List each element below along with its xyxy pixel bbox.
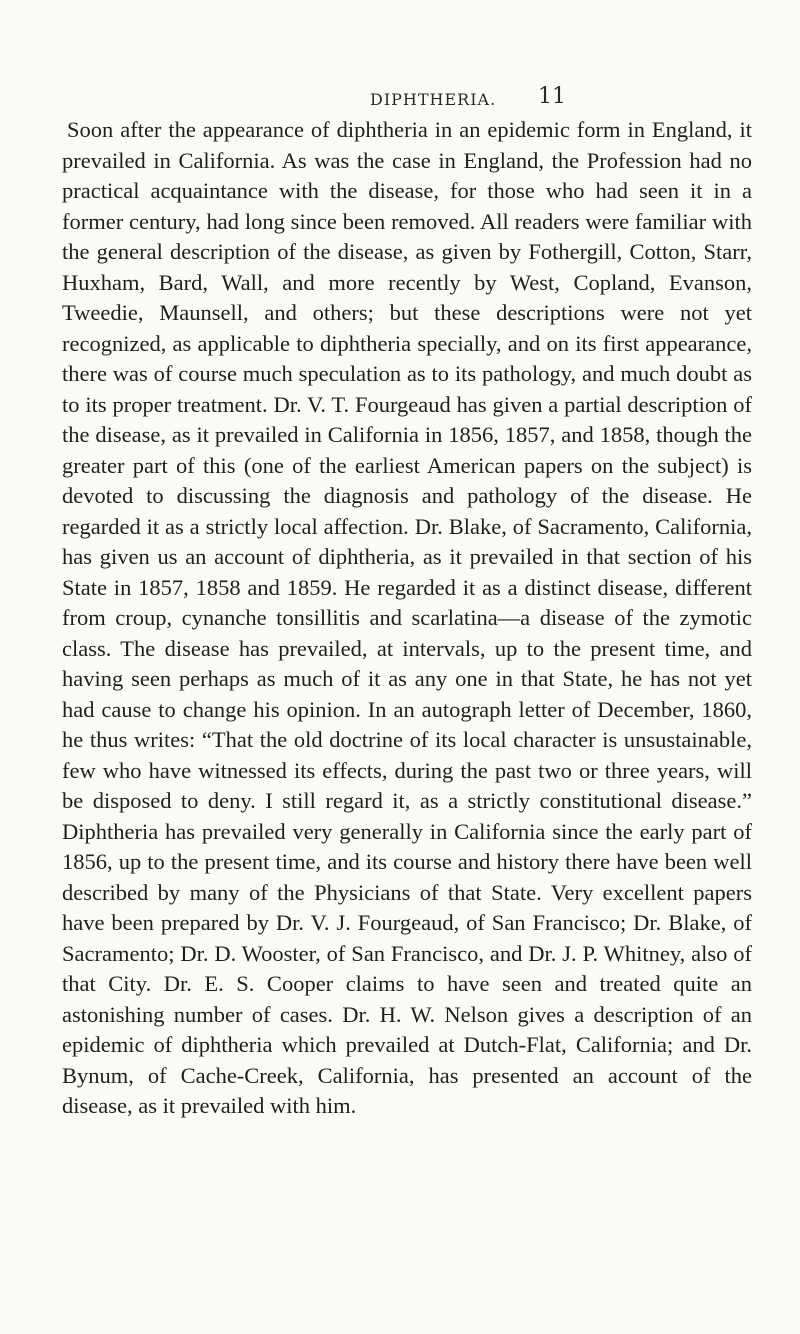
page-number: 11 — [538, 84, 566, 109]
body-paragraph: Soon after the appearance of diphtheria in an epidemic form in England, it prevailed in California. As was the case in England, the Profession had no practical acquaintance with the disease, for those who had seen it in a former century, had long since been removed. All readers were familiar with the general description of the disease, as given by Fothergill, Cotton, Starr, Huxham, Bard, Wall, and more recently by West, Copland, Evanson, Tweedie, Maunsell, and others; but these descriptions were not yet recognized, as applicable to diphtheria specially, and on its first appearance, there was of course much speculation as to its pathology, and much doubt as to its proper treatment. Dr. V. T. Fourgeaud has given a partial description of the disease, as it prevailed in California in 1856, 1857, and 1858, though the greater part of this (one of the earliest American papers on the subject) is devoted to discussing the diagnosis and pathology of the disease. He regarded it as a strictly local affection. Dr. Blake, of Sacramento, California, has given us an account of diphtheria, as it prevailed in that section of his State in 1857, 1858 and 1859. He regarded it as a distinct disease, different from croup, cynanche tonsillitis and scarlatina—a disease of the zymotic class. The disease has prevailed, at intervals, up to the present time, and having seen perhaps as much of it as any one in that State, he has not yet had cause to change his opinion. In an autograph letter of December, 1860, he thus writes: “That the old doctrine of its local character is unsustainable, few who have witnessed its effects, during the past two or three years, will be disposed to deny. I still regard it, as a strictly constitutional disease.” Diphtheria has prevailed very generally in California since the early part of 1856, up to the present time, and its course and history there have been well described by many of the Physicians of that State. Very excellent papers have been prepared by Dr. V. J. Fourgeaud, of San Francisco; Dr. Blake, of Sacramento; Dr. D. Wooster, of San Francisco, and Dr. J. P. Whitney, also of that City. Dr. E. S. Cooper claims to have seen and treated quite an astonishing number of cases. Dr. H. W. Nelson gives a description of an epidemic of diphtheria which prevailed at Dutch-Flat, California; and Dr. Bynum, of Cache-Creek, California, has presented an account of the disease, as it prevailed with him. — [62, 117, 752, 1118]
running-head — [0, 82, 800, 112]
running-title: DIPHTHERIA. — [370, 90, 497, 109]
